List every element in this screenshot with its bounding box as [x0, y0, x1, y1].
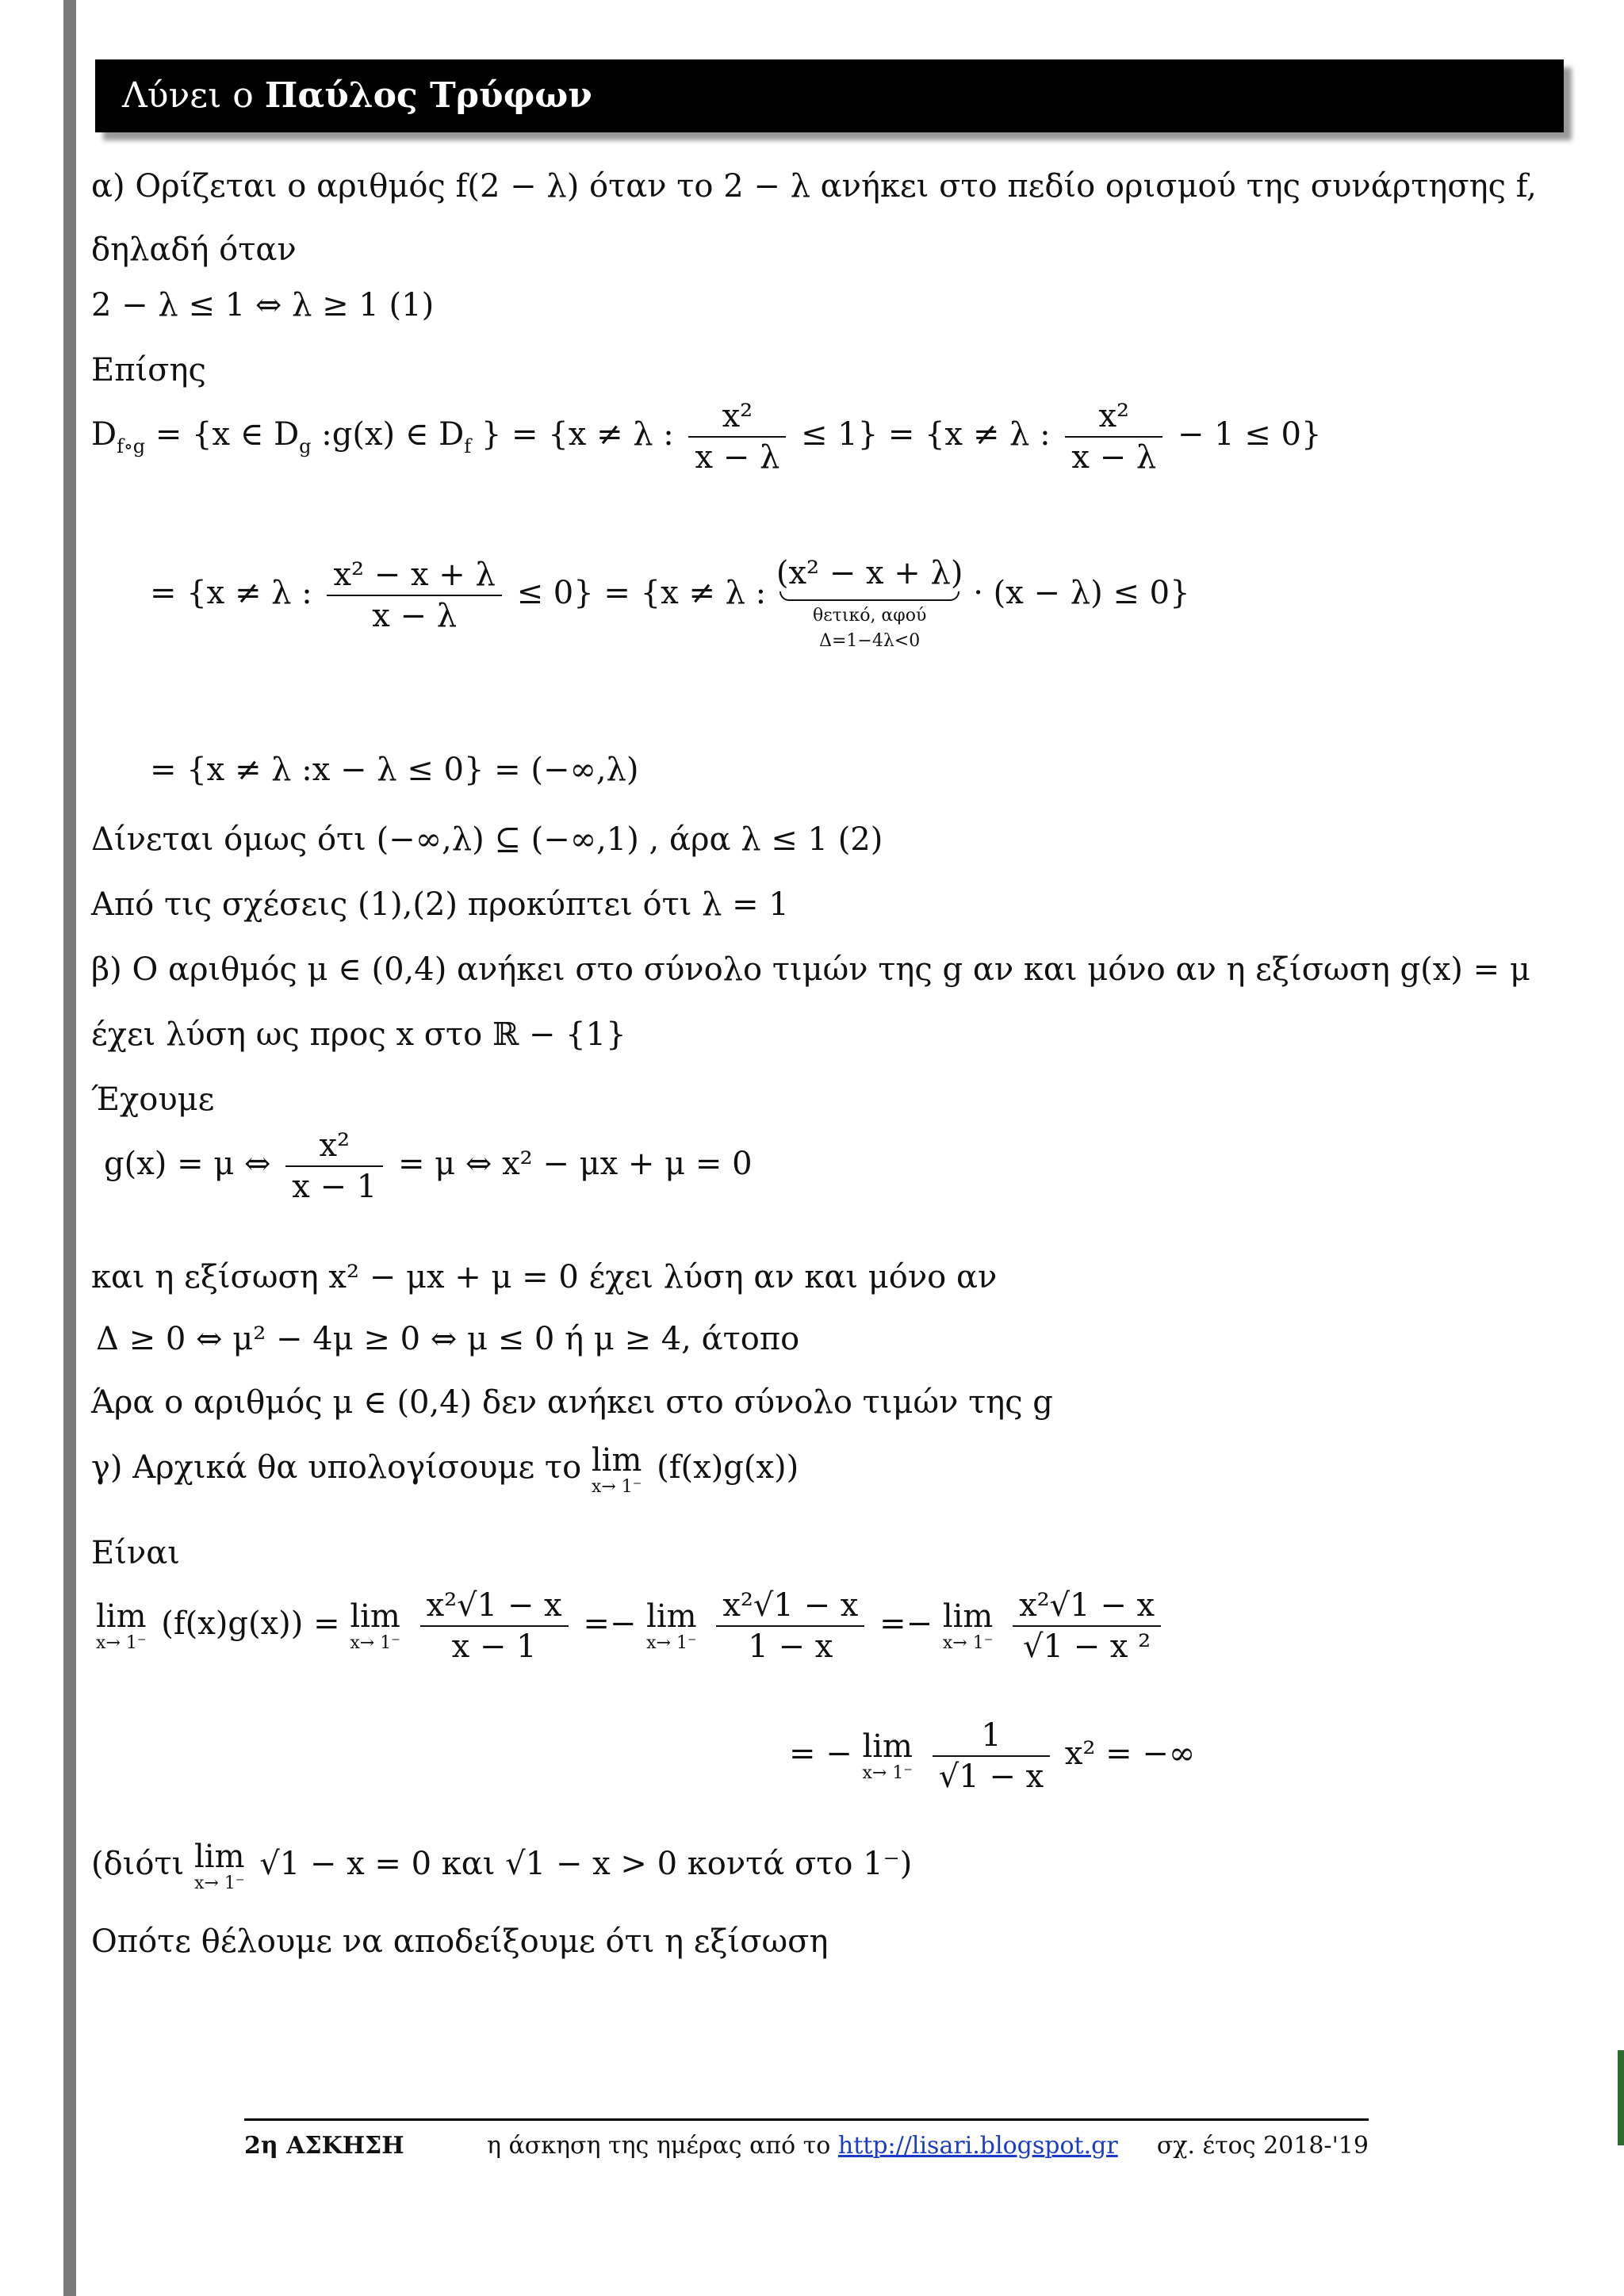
part-c-line-1: γ) Αρχικά θα υπολογίσουμε το lim x→ 1⁻ (f(x)g(x))	[91, 1442, 799, 1497]
limit-justification: (διότι lim x→ 1⁻ √1 − x = 0 και √1 − x > 0 κοντά στο 1⁻)	[91, 1839, 913, 1893]
limit: lim x→ 1⁻	[646, 1598, 697, 1653]
fraction: $\frac{\text{x²}}{x - 1}$	[285, 1126, 383, 1207]
fraction: $\frac{\text{x² − x + λ}}{x - \lambda}$	[327, 555, 501, 636]
footer-link[interactable]: http://lisari.blogspot.gr	[837, 2132, 1118, 2160]
part-c-final-line: Οπότε θέλουμε να αποδείξουμε ότι η εξίσωση	[91, 1923, 829, 1960]
header-prefix: Λύνει ο	[122, 75, 254, 116]
fraction: $\frac{\text{x²√1 − x}}{x - 1}$	[420, 1586, 569, 1667]
part-b-line-2: έχει λύση ως προς x στο ℝ − {1}	[91, 1016, 626, 1053]
part-a-condition: 2 − λ ≤ 1 ⇔ λ ≥ 1 (1)	[91, 287, 435, 323]
fraction: $\frac{\text{x²}}{x - \lambda}$	[688, 396, 786, 477]
domain-result: = {x ≠ λ :x − λ ≤ 0} = (−∞,λ)	[150, 752, 639, 788]
limit: lim x→ 1⁻	[96, 1598, 147, 1653]
fraction: $\frac{\text{x²}}{x - \lambda}$	[1065, 396, 1162, 477]
footer-year: σχ. έτος 2018-'19	[1156, 2132, 1369, 2160]
part-b-line-5: και η εξίσωση x² − μx + μ = 0 έχει λύση αν και μόνο αν	[91, 1259, 998, 1295]
part-a-conclusion: Από τις σχέσεις (1),(2) προκύπτει ότι λ = 1	[91, 886, 789, 923]
part-a-given: Δίνεται όμως ότι (−∞,λ) ⊆ (−∞,1) , άρα λ ≤ 1 (2)	[91, 821, 883, 858]
domain-equation-1: $D_{f\circ g} = \{x$ ∈ $D_g$ :g(x) ∈ $D_f$ } = {x ≠ λ : $\frac{\text{x²}}{x - \lambda}$ ≤ 1} = {x ≠ λ : $\frac{\text{x²}}{x - \lambda}$ − 1 ≤ 0}	[91, 398, 1322, 476]
part-b-discriminant: Δ ≥ 0 ⇔ μ² − 4μ ≥ 0 ⇔ μ ≤ 0 ή μ ≥ 4, άτοπο	[96, 1321, 800, 1357]
fraction: $\frac{\text{x²√1 − x}}{\text{√1 − x ²}}$	[1013, 1586, 1161, 1667]
underbrace-note: (x² − x + λ) θετικό, αφού Δ=1−4λ<0	[776, 555, 963, 652]
limit-calculation-2: = − lim x→ 1⁻ $\frac{1}{√1 - x}$ x² = −∞	[789, 1717, 1196, 1795]
limit: lim x→ 1⁻	[350, 1598, 400, 1653]
domain-equation-2: = {x ≠ λ : $\frac{\text{x² − x + λ}}{x - \lambda}$ ≤ 0} = {x ≠ λ : (x² − x + λ) θετικό, αφού Δ=1−4λ<0 · (x − λ) ≤ 0}	[150, 555, 1190, 652]
part-b-conclusion: Άρα ο αριθμός μ ∈ (0,4) δεν ανήκει στο σύνολο τιμών της g	[91, 1384, 1053, 1421]
limit: lim x→ 1⁻	[591, 1442, 642, 1497]
limit: lim x→ 1⁻	[193, 1839, 245, 1893]
part-a-also: Επίσης	[91, 352, 206, 388]
underbrace	[779, 591, 960, 601]
part-b-we-have: Έχουμε	[91, 1081, 215, 1118]
fraction: $\frac{\text{x²√1 − x}}{1 - x}$	[716, 1586, 864, 1667]
header-author: Παύλος Τρύφων	[264, 75, 592, 116]
part-a-line-1: α) Ορίζεται ο αριθμός f(2 − λ) όταν το 2 − λ ανήκει στο πεδίο ορισμού της συνάρτησης f,	[91, 168, 1537, 205]
fraction: $\frac{1}{√1 - x}$	[933, 1716, 1050, 1797]
limit: lim x→ 1⁻	[862, 1728, 913, 1783]
limit-calculation-1: lim x→ 1⁻ (f(x)g(x)) = lim x→ 1⁻ $\frac{\text{x²√1 − x}}{x - 1}$ =− lim x→ 1⁻ $\frac{\text{x²√1 − x}}{1 - x}$ =− lim x→ 1⁻ $\frac{\text{x²√1 − x}}{\text{√1 − x ²}}$	[96, 1586, 1166, 1667]
page-header	[95, 59, 1564, 132]
footer-source: η άσκηση της ημέρας από το http://lisari.blogspot.gr	[487, 2132, 1118, 2160]
part-b-line-1: β) Ο αριθμός μ ∈ (0,4) ανήκει στο σύνολο τιμών της g αν και μόνο αν η εξίσωση g(x) = μ	[91, 951, 1530, 988]
page-edge-mark	[1618, 2050, 1624, 2145]
page-footer	[244, 2118, 1369, 2160]
limit: lim x→ 1⁻	[942, 1598, 994, 1653]
left-margin-bar	[63, 0, 76, 2296]
part-b-equation: g(x) = μ ⇔ $\frac{\text{x²}}{x - 1}$ = μ ⇔ x² − μx + μ = 0	[104, 1127, 753, 1205]
part-a-line-2: δηλαδή όταν	[91, 232, 297, 268]
part-c-it-is: Είναι	[91, 1535, 180, 1571]
footer-exercise: 2η ΑΣΚΗΣΗ	[244, 2132, 404, 2160]
